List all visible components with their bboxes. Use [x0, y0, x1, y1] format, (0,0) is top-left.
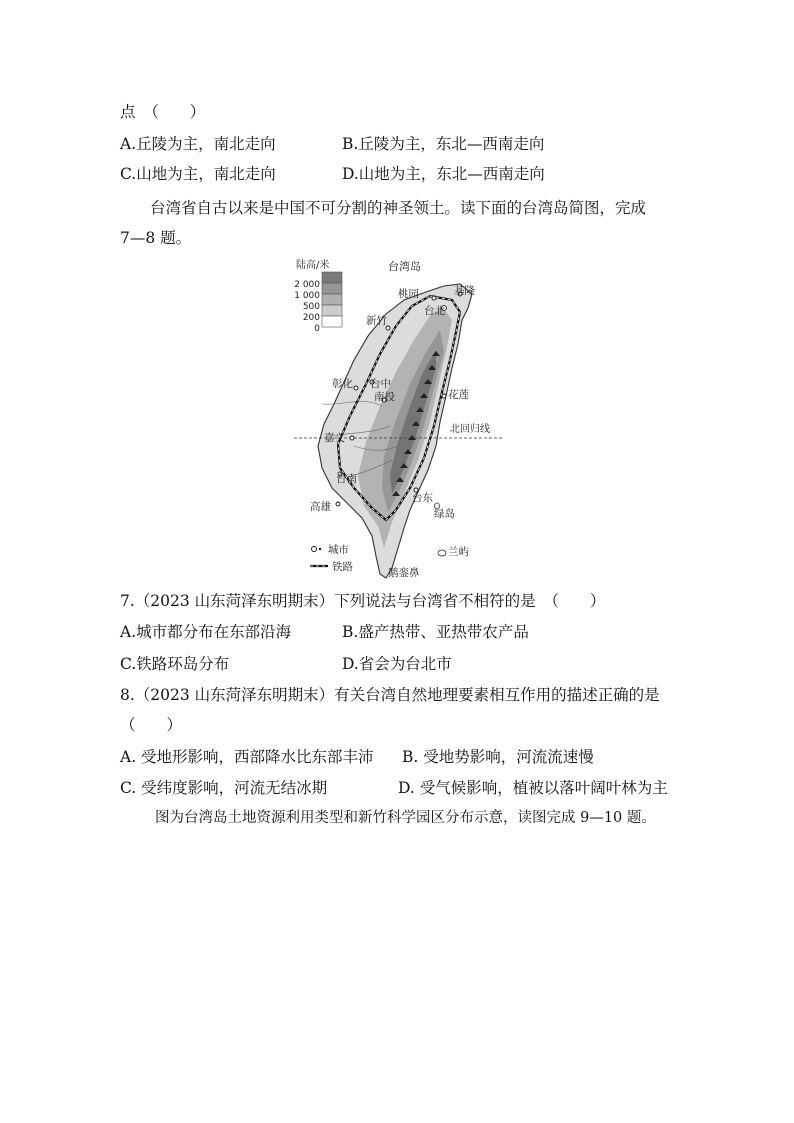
q7-option-b: B.盛产热带、亚热带农产品 [342, 623, 529, 641]
island-lvdao: 绿岛 [434, 508, 455, 520]
city-tainan: 台南 [336, 473, 357, 485]
city-hualian: 花莲 [448, 389, 469, 401]
legend-swatch-500 [322, 294, 342, 305]
legend-level-200: 200 [302, 313, 320, 323]
legend-swatch-2000 [322, 272, 342, 283]
q8-option-d: D. 受气候影响，植被以落叶阔叶林为主 [398, 779, 668, 797]
city-gaoxiong: 高雄 [310, 501, 331, 513]
tropic-label: 北回归线 [450, 424, 490, 435]
q8-option-a: A. 受地形影响，西部降水比东部丰沛 [120, 748, 374, 766]
q7-option-a: A.城市都分布在东部沿海 [120, 623, 292, 641]
city-zhanghua: 彰化 [332, 378, 353, 390]
q6-stem-tail: 点 （ ） [120, 103, 206, 121]
q8-stem: 8.（2023 山东菏泽东明期末）有关台湾自然地理要素相互作用的描述正确的是 [120, 686, 660, 704]
legend-swatch-0 [322, 316, 342, 327]
legend-level-0: 0 [314, 324, 320, 334]
map-legend-bottom [310, 543, 353, 573]
lanyu-island [438, 550, 446, 556]
legend-rail: 铁路 [332, 561, 353, 573]
elevation-legend [294, 272, 342, 334]
city-taibei: 台北 [424, 305, 445, 317]
q7-stem: 7.（2023 山东菏泽东明期末）下列说法与台湾省不相符的是 （ ） [120, 592, 606, 610]
city-taizhong: 台中 [370, 378, 391, 390]
legend-level-1000: 1 000 [294, 291, 320, 301]
intro-line-2: 7—8 题。 [120, 229, 192, 247]
intro-line-1: 台湾省自古以来是中国不可分割的神圣领土。读下面的台湾岛简图，完成 [150, 199, 647, 217]
legend-level-500: 500 [302, 302, 320, 312]
q6-option-a: A.丘陵为主，南北走向 [120, 135, 276, 153]
city-xinzhu: 新竹 [366, 315, 387, 327]
legend-level-2000: 2 000 [294, 280, 320, 290]
city-nantou: 南投 [374, 391, 395, 403]
legend-swatch-1000 [322, 283, 342, 294]
legend-title: 陆高/米 [296, 260, 330, 271]
q8-option-b: B. 受地势影响，河流流速慢 [402, 748, 594, 766]
city-jilong: 基隆 [454, 285, 475, 297]
q8-option-c: C. 受纬度影响，河流无结冰期 [120, 779, 328, 797]
q6-option-d: D.山地为主，东北—西南走向 [342, 165, 545, 183]
city-taoyuan: 桃园 [398, 288, 419, 300]
legend-city: 城市 [328, 544, 349, 556]
q6-option-b: B.丘陵为主，东北—西南走向 [342, 135, 545, 153]
q6-option-c: C.山地为主，南北走向 [120, 165, 276, 183]
island-title: 台湾岛 [388, 260, 421, 273]
q7-option-d: D.省会为台北市 [342, 655, 452, 673]
next-intro: 图为台湾岛土地资源利用类型和新竹科学园区分布示意，读图完成 9—10 题。 [155, 810, 656, 826]
q7-option-c: C.铁路环岛分布 [120, 655, 230, 673]
city-taidong: 台东 [412, 492, 433, 504]
island-lanyu: 兰屿 [448, 546, 469, 558]
cape-eluanbi: 鹅銮鼻 [388, 567, 420, 579]
q8-stem-tail: （ ） [120, 716, 183, 734]
taiwan-map [292, 256, 504, 582]
city-jiayi: 嘉义 [324, 432, 345, 444]
legend-swatch-200 [322, 305, 342, 316]
